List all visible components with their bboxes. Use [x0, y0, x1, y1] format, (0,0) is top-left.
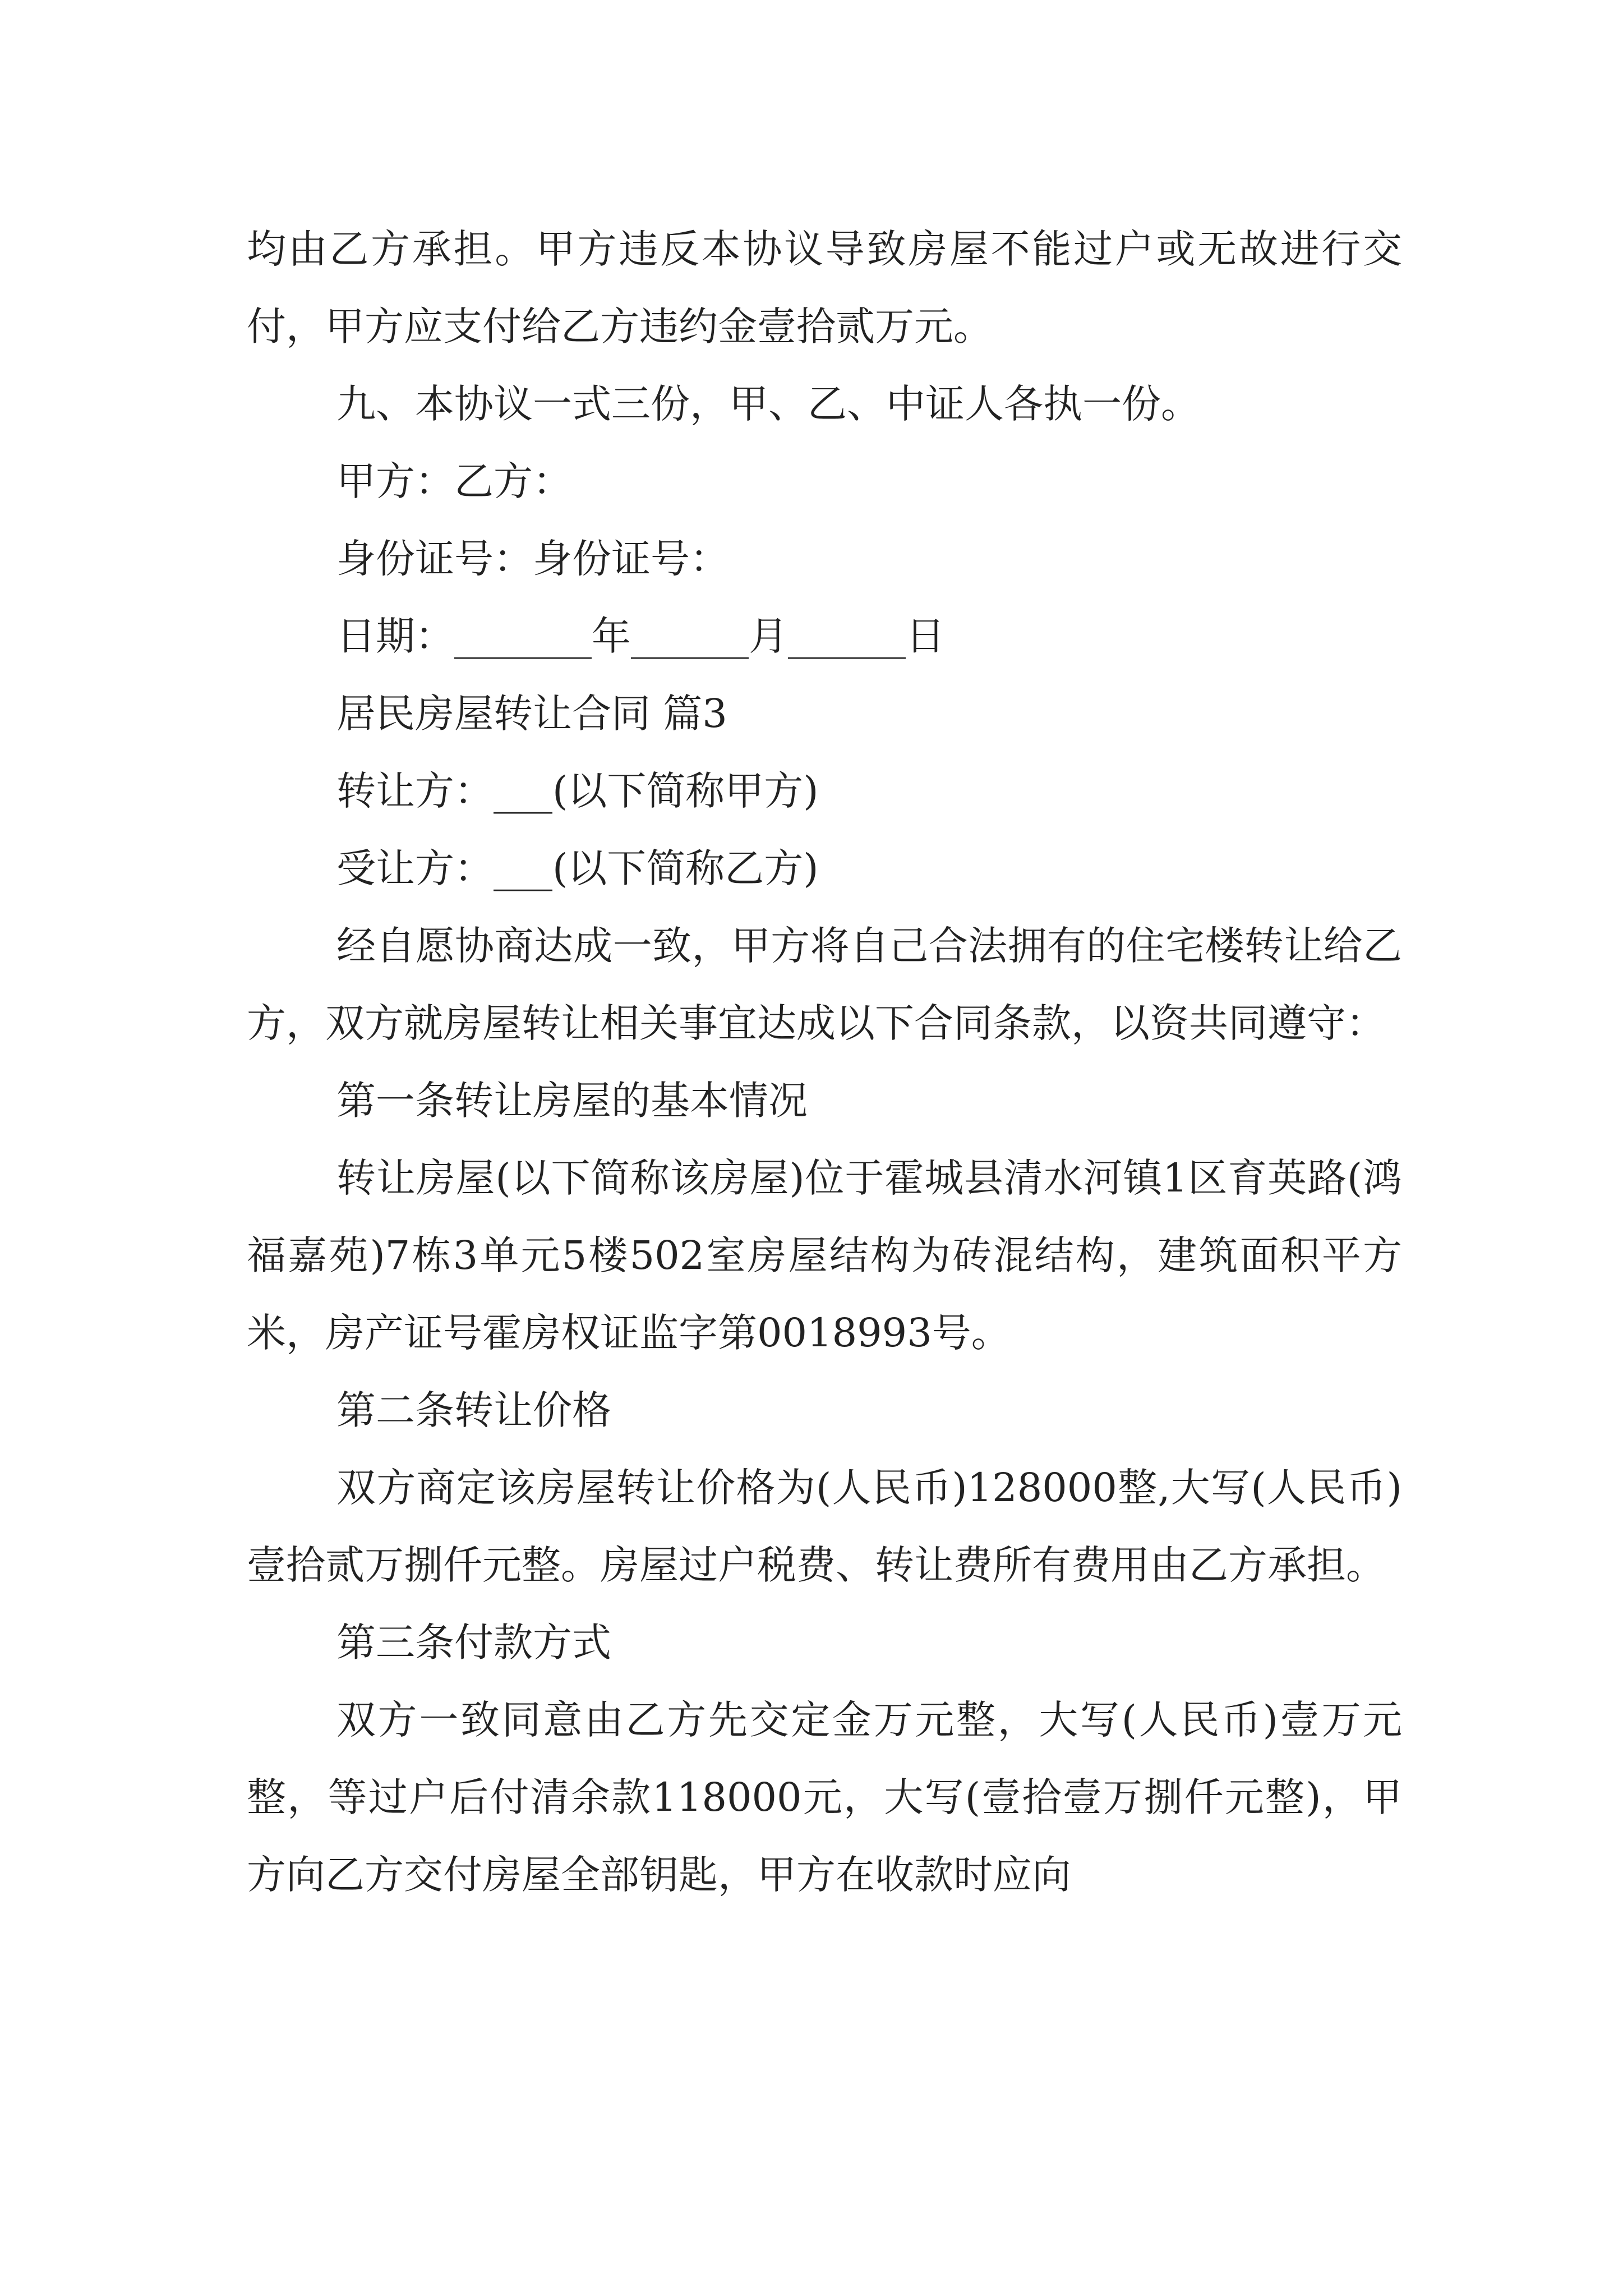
article-1-heading: 第一条转让房屋的基本情况 — [336, 1078, 808, 1124]
article-3-body: 双方一致同意由乙方先交定金万元整，大写(人民币)壹万元整，等过户后付清余款118000元，大写(壹拾壹万捌仟元整)，甲方向乙方交付房屋全部钥匙，甲方在收款时应向 — [247, 1697, 1402, 1898]
paragraph-transferor: 转让方：___(以下简称甲方) — [336, 768, 819, 814]
paragraph-transferee: 受让方：___(以下简称乙方) — [336, 845, 819, 891]
article-3-heading: 第三条付款方式 — [336, 1619, 611, 1665]
article-1-body: 转让房屋(以下简称该房屋)位于霍城县清水河镇1区育英路(鸿福嘉苑)7栋3单元5楼502室房屋结构为砖混结构，建筑面积平方米，房产证号霍房权证监字第0018993号。 — [247, 1155, 1402, 1356]
article-2-heading: 第二条转让价格 — [336, 1387, 611, 1433]
section-title: 居民房屋转让合同 篇3 — [336, 691, 727, 737]
paragraph-date-line: 日期：_______年______月______日 — [336, 613, 945, 659]
document-body — [247, 210, 1402, 1913]
article-2-body: 双方商定该房屋转让价格为(人民币)128000整,大写(人民币)壹拾贰万捌仟元整。房屋过户税费、转让费所有费用由乙方承担。 — [247, 1465, 1402, 1588]
paragraph-preamble: 经自愿协商达成一致，甲方将自己合法拥有的住宅楼转让给乙方，双方就房屋转让相关事宜达成以下合同条款，以资共同遵守： — [247, 923, 1402, 1046]
paragraph-id-numbers: 身份证号：身份证号： — [336, 536, 729, 582]
paragraph-breach-clause: 均由乙方承担。甲方违反本协议导致房屋不能过户或无故进行交付，甲方应支付给乙方违约金壹拾贰万元。 — [247, 226, 1402, 349]
paragraph-party-signatures: 甲方：乙方： — [336, 458, 572, 504]
paragraph-copies-clause: 九、本协议一式三份，甲、乙、中证人各执一份。 — [336, 381, 1200, 427]
